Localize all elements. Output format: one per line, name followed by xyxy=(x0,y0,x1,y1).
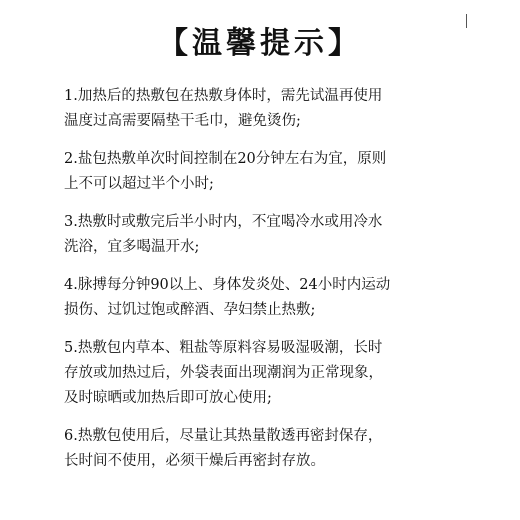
tip-text-line: 6.热敷包使用后，尽量让其热量散透再密封保存， xyxy=(64,428,383,444)
tip-text-line: 长时间不使用，必须干燥后再密封存放。 xyxy=(64,453,325,469)
tip-item-1 xyxy=(64,84,464,134)
tip-text-line: 及时晾晒或加热后即可放心使用; xyxy=(64,390,272,406)
tip-text-line: 2.盐包热敷单次时间控制在20分钟左右为宜，原则 xyxy=(64,151,387,167)
tip-item-5 xyxy=(64,336,464,411)
tip-text-line: 损伤、过饥过饱或醉酒、孕妇禁止热敷; xyxy=(64,302,316,318)
tip-text-line: 上不可以超过半个小时; xyxy=(64,176,214,192)
tip-text-line: 1.加热后的热敷包在热敷身体时，需先试温再使用 xyxy=(64,88,383,104)
tip-text-line: 温度过高需要隔垫干毛巾，避免烫伤; xyxy=(64,113,301,129)
tip-text-line: 洗浴，宜多喝温开水; xyxy=(64,239,200,255)
tip-text-line: 4.脉搏每分钟90以上、身体发炎处、24小时内运动 xyxy=(64,277,391,293)
tip-text-line: 5.热敷包内草本、粗盐等原料容易吸湿吸潮，长时 xyxy=(64,340,383,356)
tip-item-3 xyxy=(64,210,464,260)
tip-item-2 xyxy=(64,147,464,197)
tip-text-line: 存放或加热过后，外袋表面出现潮润为正常现象， xyxy=(64,365,383,381)
tip-text-line: 3.热敷时或敷完后半小时内，不宜喝冷水或用冷水 xyxy=(64,214,383,230)
tips-list xyxy=(64,84,464,487)
tip-item-6 xyxy=(64,424,464,474)
tip-item-4 xyxy=(64,273,464,323)
page-title: 【温馨提示】 xyxy=(158,26,362,61)
